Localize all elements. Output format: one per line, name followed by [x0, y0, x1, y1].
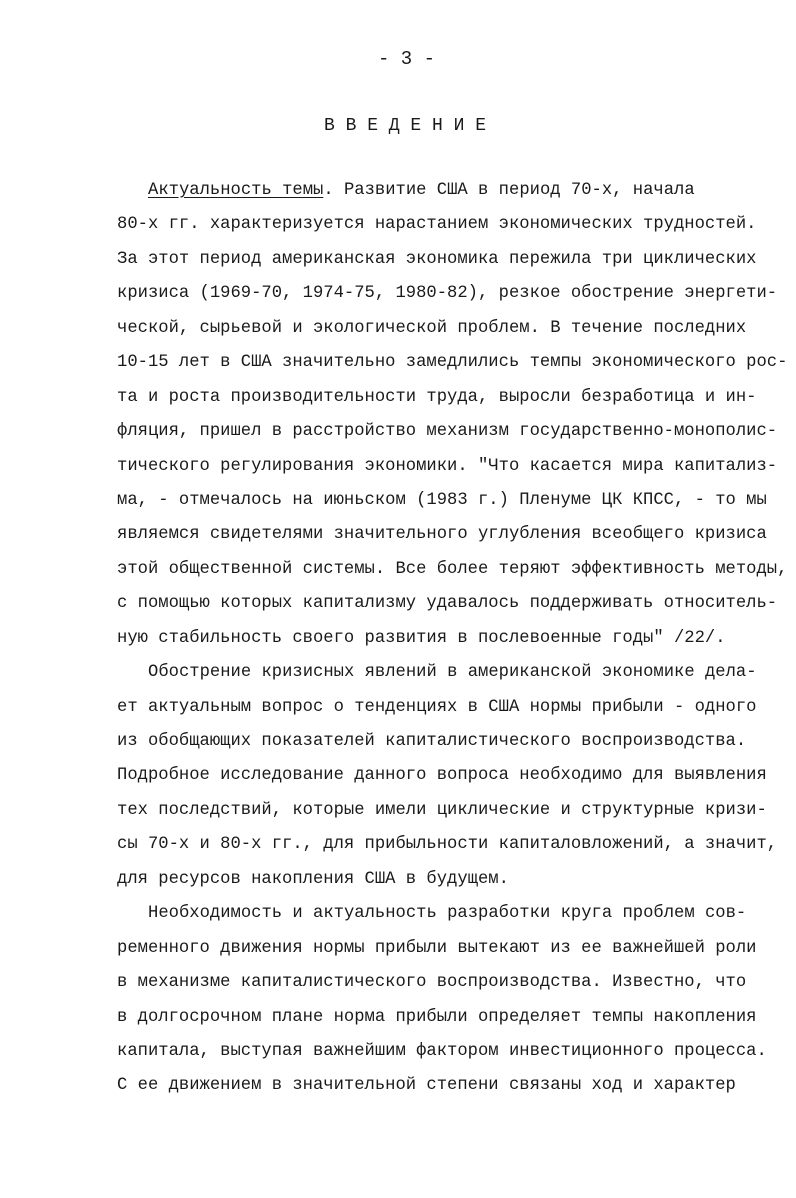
paragraph-line: ет актуальным вопрос о тенденциях в США нормы прибыли - одного	[117, 697, 757, 717]
section-heading: В В Е Д Е Н И Е	[324, 116, 487, 136]
paragraph-line: та и роста производительности труда, выросли безработица и ин-	[117, 387, 757, 407]
paragraph-line: С ее движением в значительной степени связаны ход и характер	[117, 1076, 736, 1096]
paragraph-line: кризиса (1969-70, 1974-75, 1980-82), резкое обострение энергети-	[117, 284, 778, 304]
page-number: - 3 -	[378, 48, 436, 70]
paragraph-line: в механизме капиталистического воспроизводства. Известно, что	[117, 973, 747, 993]
paragraph-line: За этот период американская экономика пережила три циклических	[117, 249, 757, 269]
paragraph-line: из обобщающих показателей капиталистического воспроизводства.	[117, 732, 747, 751]
paragraph-line: ную стабильность своего развития в послевоенные годы" /22/.	[117, 628, 726, 648]
paragraph-line: сы 70-х и 80-х гг., для прибыльности капиталовложений, а значит,	[117, 835, 778, 855]
document-body	[117, 174, 787, 1104]
paragraph-line: ческой, сырьевой и экологической проблем. В течение последних	[117, 318, 747, 338]
paragraph-line: с помощью которых капитализму удавалось поддерживать относитель-	[117, 594, 778, 614]
topic-label: Актуальность темы	[148, 181, 324, 200]
paragraph-line: Обострение кризисных явлений в американской экономике дела-	[148, 663, 757, 683]
paragraph-line: Необходимость и актуальность разработки круга проблем сов-	[148, 904, 747, 924]
paragraph-line: 10-15 лет в США значительно замедлились темпы экономического рос-	[117, 353, 788, 373]
paragraph-line	[117, 174, 787, 208]
paragraph-line: Подробное исследование данного вопроса необходимо для выявления	[117, 766, 767, 786]
paragraph-line: ременного движения нормы прибыли вытекают из ее важнейшей роли	[117, 938, 757, 958]
paragraph-line: в долгосрочном плане норма прибыли определяет темпы накопления	[117, 1007, 757, 1027]
paragraph-line: капитала, выступая важнейшим фактором инвестиционного процесса.	[117, 1041, 767, 1061]
paragraph-line: ма, - отмечалось на июньском (1983 г.) Пленуме ЦК КПСС, - то мы	[117, 490, 767, 510]
paragraph-line: фляция, пришел в расстройство механизм государственно-монополис-	[117, 422, 778, 442]
paragraph-line: являемся свидетелями значительного углубления всеобщего кризиса	[117, 525, 767, 545]
paragraph-line: 80-х гг. характеризуется нарастанием экономических трудностей.	[117, 215, 757, 235]
paragraph-line: для ресурсов накопления США в будущем.	[117, 869, 509, 889]
paragraph-line: этой общественной системы. Все более теряют эффективность методы,	[117, 559, 788, 579]
paragraph-line: тического регулирования экономики. "Что касается мира капитализ-	[117, 456, 778, 476]
paragraph-line: тех последствий, которые имели циклические и структурные кризи-	[117, 800, 767, 820]
line-text: . Развитие США в период 70-х, начала	[323, 181, 695, 200]
